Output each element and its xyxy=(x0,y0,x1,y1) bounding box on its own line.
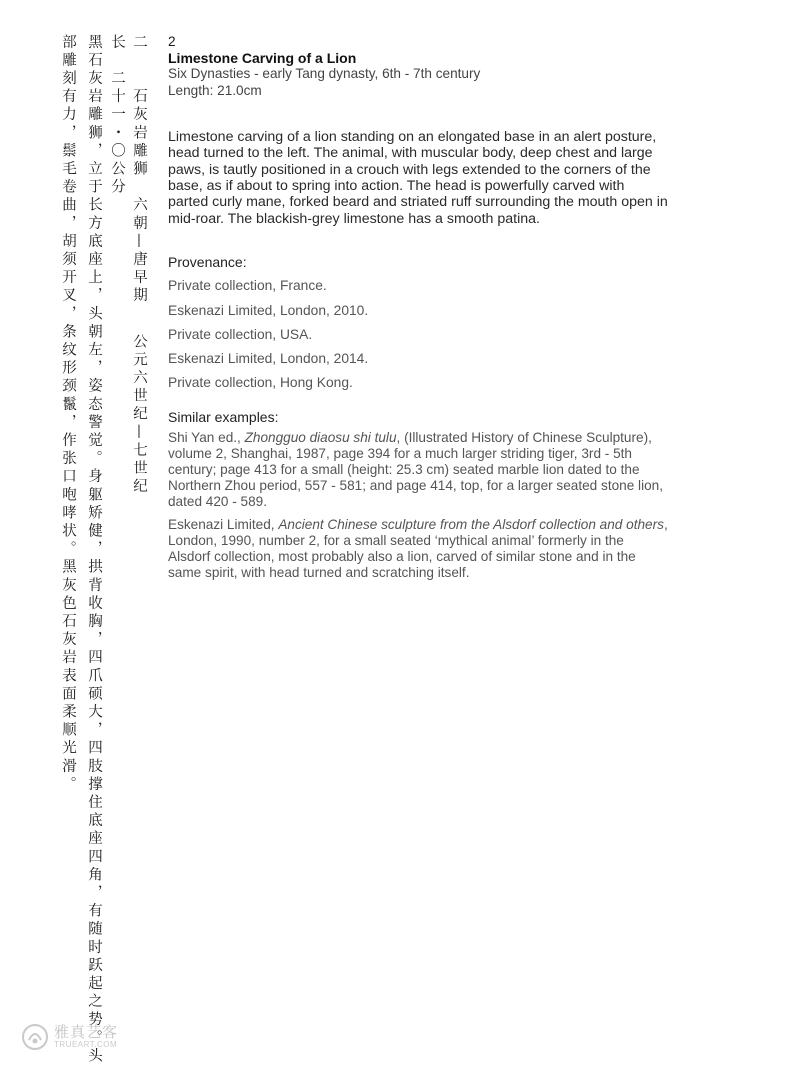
watermark xyxy=(20,1022,118,1052)
catalogue-entry xyxy=(168,34,668,581)
entry-period: Six Dynasties - early Tang dynasty, 6th - 7th century xyxy=(168,66,481,82)
chinese-date: 公元六世纪—七世纪 xyxy=(131,333,147,497)
chinese-title-col xyxy=(129,34,149,496)
chinese-title: 二 石灰岩雕狮 六朝—唐早期 xyxy=(131,34,147,306)
provenance-list xyxy=(168,274,668,395)
entry-description: Limestone carving of a lion standing on an elongated base in an alert posture, head turned to the left. The animal, with muscular body, deep chest and large paws, is tautly positioned in a crouch with legs extended to the corners of the base, as if about to spring into action. The head is powerfully carved with parted curly mane, forked beard and striated ruff surrounding the mouth open in mid-roar. The blackish-grey limestone has a smooth patina. xyxy=(168,128,668,227)
entry-title: Limestone Carving of a Lion xyxy=(168,50,357,67)
chinese-description-col-1: 部雕刻有力，鬃毛卷曲，胡须开叉，条纹形颈鬣，作张口咆哮状。黑灰色石灰岩表面柔顺光滑。 xyxy=(60,34,76,795)
entry-number: 2 xyxy=(168,34,176,49)
entry-length: Length: 21.0cm xyxy=(168,82,262,98)
similar-reference-1: Shi Yan ed., Zhongguo diaosu shi tulu, (Illustrated History of Chinese Sculpture), volume 2, Shanghai, 1987, page 394 for a much larger striding tiger, 3rd - 5th century; page 413 for a small (height: 25.3 cm) seated marble lion dated to the Northern Zhou period, 557 - 581; and page 414, top, for a larger seated stone lion, dated 420 - 589. xyxy=(168,429,663,510)
provenance-item: Eskenazi Limited, London, 2010. xyxy=(168,302,369,318)
trueart-logo-icon xyxy=(20,1022,50,1052)
chinese-description-col-2: 黑石灰岩雕狮，立于长方底座上，头朝左，姿态警觉。身躯矫健，拱背收胸，四爪硕大，四肢撑住底座四角，有随时跃起之势。头 xyxy=(86,34,102,1066)
provenance-heading: Provenance: xyxy=(168,254,247,271)
provenance-item: Eskenazi Limited, London, 2014. xyxy=(168,351,369,367)
provenance-item: Private collection, France. xyxy=(168,278,327,294)
watermark-url: TRUEART.COM xyxy=(54,1040,118,1049)
reference-title: Zhongguo diaosu shi tulu xyxy=(244,429,397,445)
reference-title: Ancient Chinese sculpture from the Alsdorf collection and others xyxy=(278,516,664,532)
similar-examples-heading: Similar examples: xyxy=(168,409,279,426)
watermark-text: 雅真艺客 xyxy=(54,1023,119,1041)
provenance-item: Private collection, USA. xyxy=(168,326,313,342)
chinese-dimensions: 长 二十一・〇公分 xyxy=(109,34,125,197)
similar-reference-2: Eskenazi Limited, Ancient Chinese sculpture from the Alsdorf collection and others, London, 1990, number 2, for a small seated ‘mythical animal’ formerly in the Alsdorf collection, most probably also a lion, carved of similar stone and in the same spirit, with head turned and scratching itself. xyxy=(168,516,668,581)
provenance-item: Private collection, Hong Kong. xyxy=(168,375,353,391)
